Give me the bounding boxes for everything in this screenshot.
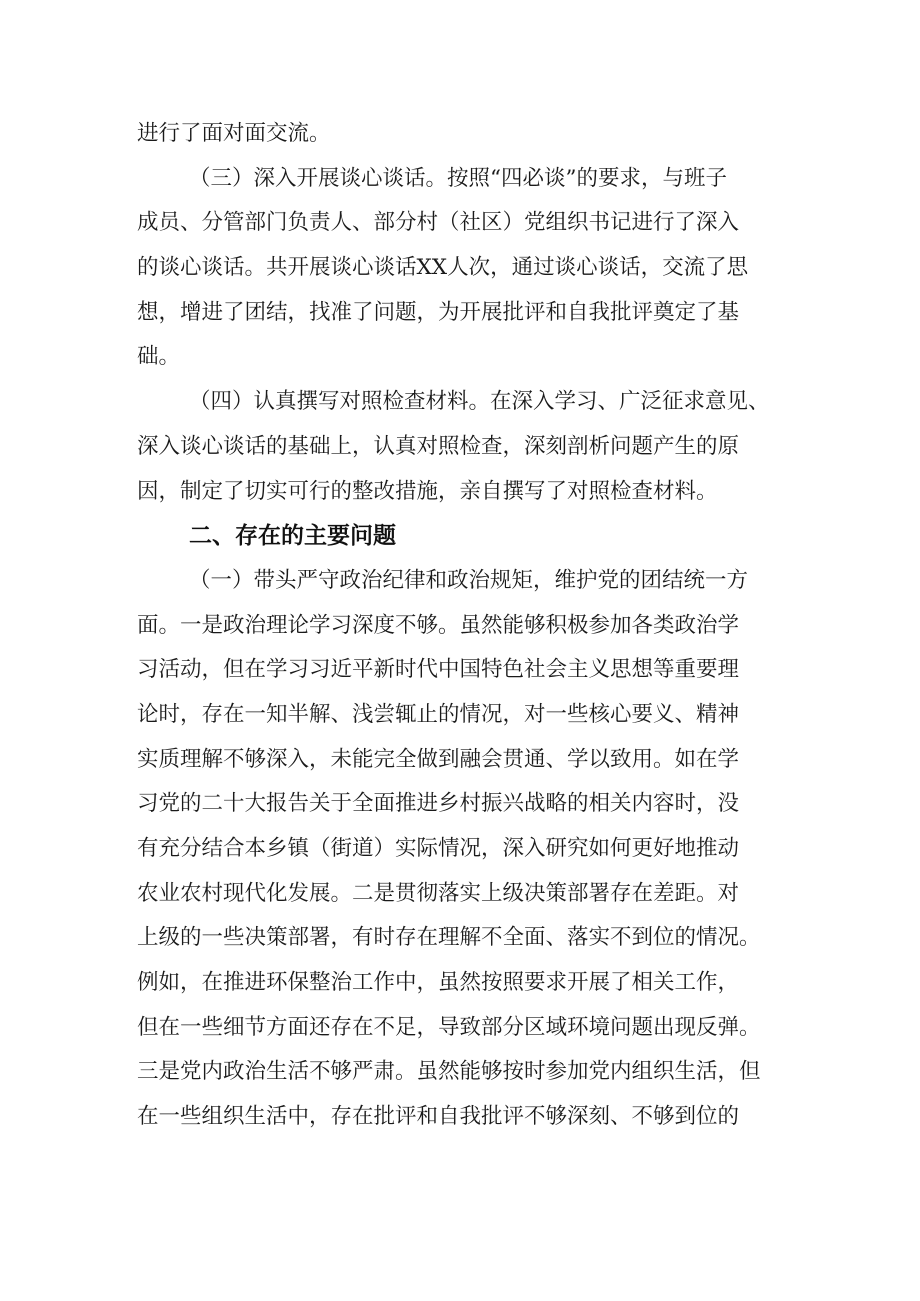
body-line: 农业农村现代化发展。二是贯彻落实上级决策部署存在差距。对: [137, 880, 740, 906]
body-line: 习党的二十大报告关于全面推进乡村振兴战略的相关内容时，没: [137, 791, 740, 817]
section-heading: 二、存在的主要问题: [189, 523, 396, 550]
body-line: 但在一些细节方面还存在不足，导致部分区域环境问题出现反弹。: [137, 1014, 761, 1040]
body-line: 习活动，但在学习习近平新时代中国特色社会主义思想等重要理: [137, 657, 740, 683]
body-line: 实质理解不够深入，未能完全做到融会贯通、学以致用。如在学: [137, 746, 740, 772]
paragraph-four-start: （四）认真撰写对照检查材料。在深入学习、广泛征求意见、: [189, 389, 770, 415]
body-line: 面。一是政治理论学习深度不够。虽然能够积极参加各类政治学: [137, 612, 740, 638]
document-body: [137, 112, 797, 1140]
body-line: 的谈心谈话。共开展谈心谈话XX人次，通过谈心谈话，交流了思: [137, 255, 749, 281]
body-line: 深入谈心谈话的基础上，认真对照检查，深刻剖析问题产生的原: [137, 433, 740, 459]
body-line: 因，制定了切实可行的整改措施，亲自撰写了对照检查材料。: [137, 478, 718, 504]
paragraph-three-start: （三）深入开展谈心谈话。按照“四必谈”的要求，与班子: [189, 165, 727, 191]
body-line: 进行了面对面交流。: [137, 121, 331, 146]
body-line: 想，增进了团结，找准了问题，为开展批评和自我批评奠定了基: [137, 299, 740, 325]
body-line: 成员、分管部门负责人、部分村（社区）党组织书记进行了深入: [137, 210, 740, 236]
body-line: 例如，在推进环保整治工作中，虽然按照要求开展了相关工作，: [137, 970, 740, 996]
paragraph-one-start: （一）带头严守政治纪律和政治规矩，维护党的团结统一方: [189, 567, 749, 593]
body-line: 论时，存在一知半解、浅尝辄止的情况，对一些核心要义、精神: [137, 701, 740, 727]
body-line: 三是党内政治生活不够严肃。虽然能够按时参加党内组织生活，但: [137, 1059, 761, 1085]
body-line: 在一些组织生活中，存在批评和自我批评不够深刻、不够到位的: [137, 1104, 740, 1130]
body-line: 有充分结合本乡镇（街道）实际情况，深入研究如何更好地推动: [137, 836, 740, 861]
body-line: 础。: [137, 344, 181, 370]
body-line: 上级的一些决策部署，有时存在理解不全面、落实不到位的情况。: [137, 925, 761, 951]
